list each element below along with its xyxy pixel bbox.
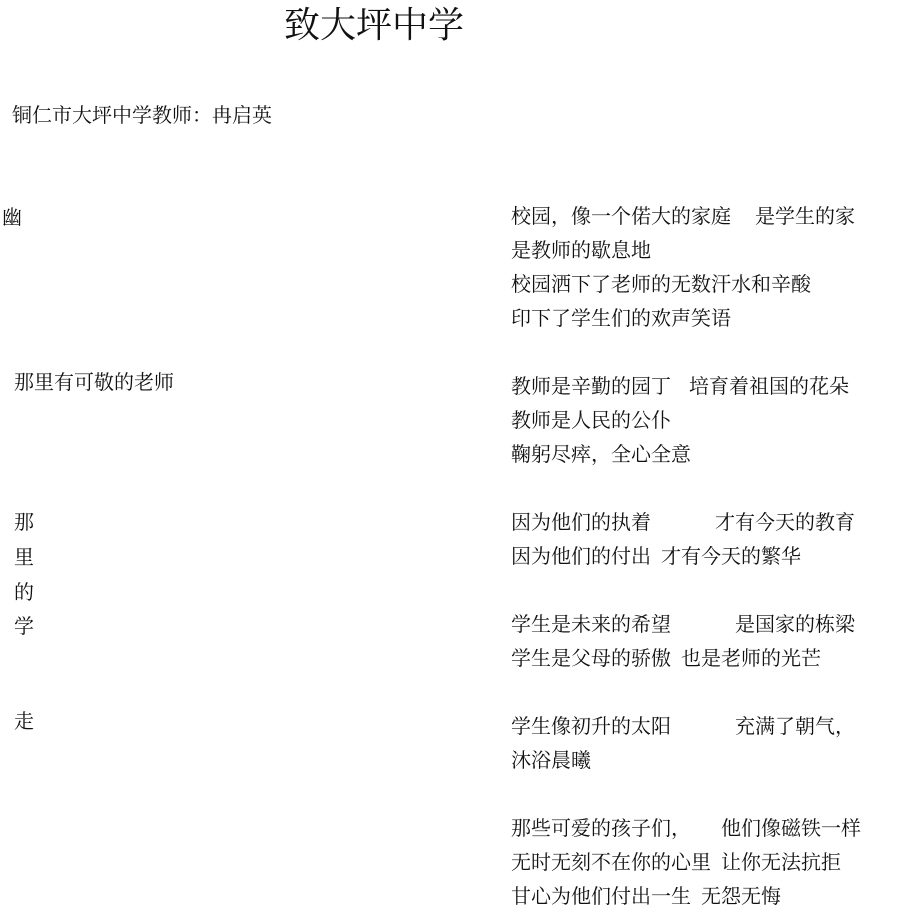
poem-segment: 才有今天的繁华 [661, 544, 801, 568]
poem-segment: 学生是未来的希望 [511, 612, 671, 636]
stanza [511, 607, 916, 675]
poem-segment: 那些可爱的孩子们， [511, 816, 691, 840]
poem-line [511, 233, 916, 267]
poem-line [511, 641, 916, 675]
left-fragment: 幽 [2, 205, 22, 229]
poem-line [511, 505, 916, 539]
poem-segment: 才有今天的教育 [715, 510, 855, 534]
poem-segment: 因为他们的执着 [511, 510, 651, 534]
poem-segment: 他们像磁铁一样 [721, 816, 861, 840]
poem-segment: 教师是辛勤的园丁 [511, 374, 671, 398]
poem-line [511, 403, 916, 437]
poem-segment: 鞠躬尽瘁，全心全意 [511, 442, 691, 466]
poem-segment: 校园，像一个偌大的家庭 [511, 204, 731, 228]
poem-segment: 培育着祖国的花朵 [689, 374, 849, 398]
poem-segment: 沐浴晨曦 [511, 748, 591, 772]
left-fragment: 那 [14, 510, 34, 534]
poem-line [511, 607, 916, 641]
poem-line [511, 879, 916, 913]
poem-line [511, 811, 916, 845]
left-fragment: 走 [14, 709, 34, 733]
poem-segment: 是学生的家 [755, 204, 855, 228]
poem-line [511, 369, 916, 403]
stanza [511, 709, 916, 777]
poem-segment: 充满了朝气， [735, 714, 855, 738]
poem-line [511, 539, 916, 573]
poem-line [511, 301, 916, 335]
left-column-fragments [0, 0, 300, 920]
left-fragment: 里 [14, 545, 34, 569]
left-fragment: 学 [14, 614, 34, 638]
poem-segment: 让你无法抗拒 [721, 850, 841, 874]
poem-segment: 学生是父母的骄傲 [511, 646, 671, 670]
poem-segment: 也是老师的光芒 [681, 646, 821, 670]
left-fragment: 的 [14, 580, 34, 604]
poem-line [511, 743, 916, 777]
author-line: 铜仁市大坪中学教师：冉启英 [12, 103, 272, 127]
poem-line [511, 267, 916, 301]
stanza [511, 505, 916, 573]
poem-segment: 校园洒下了老师的无数汗水和辛酸 [511, 272, 811, 296]
stanza [511, 199, 916, 335]
stanza [511, 369, 916, 471]
poem-body [511, 199, 916, 913]
page-title: 致大坪中学 [284, 5, 465, 46]
poem-line [511, 437, 916, 471]
poem-segment: 是国家的栋梁 [735, 612, 855, 636]
poem-segment: 学生像初升的太阳 [511, 714, 671, 738]
poem-segment: 教师是人民的公仆 [511, 408, 671, 432]
left-fragment: 那里有可敬的老师 [14, 370, 174, 394]
poem-segment: 印下了学生们的欢声笑语 [511, 306, 731, 330]
poem-line [511, 709, 916, 743]
poem-segment: 因为他们的付出 [511, 544, 651, 568]
poem-segment: 无怨无悔 [701, 884, 781, 908]
poem-segment: 无时无刻不在你的心里 [511, 850, 711, 874]
stanza [511, 811, 916, 913]
poem-segment: 是教师的歇息地 [511, 238, 651, 262]
poem-segment: 甘心为他们付出一生 [511, 884, 691, 908]
poem-line [511, 199, 916, 233]
poem-line [511, 845, 916, 879]
